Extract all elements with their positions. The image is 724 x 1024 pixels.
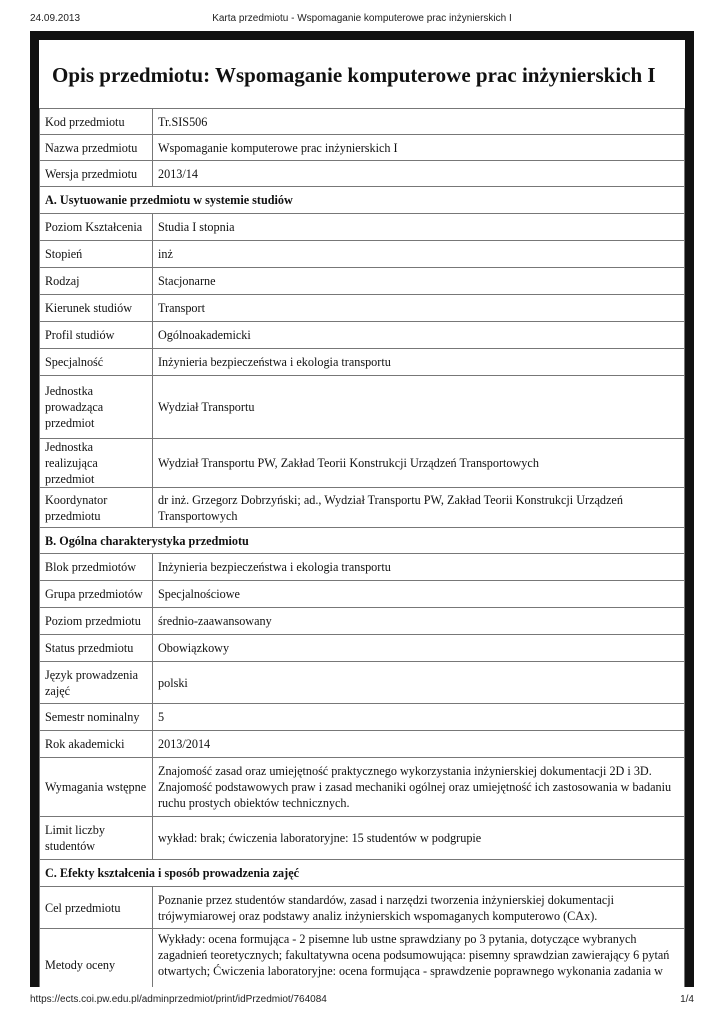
row-label: Kierunek studiów [40,295,153,322]
page-title: Opis przedmiotu: Wspomaganie komputerowe prac inżynierskich I [52,63,656,87]
row-label: Rok akademicki [40,731,153,758]
row-label: Wymagania wstępne [40,758,153,817]
row-value: Tr.SIS506 [153,109,685,135]
row-value: Znajomość zasad oraz umiejętność praktycznego wykorzystania inżynierskiej dokumentacji 2D i 3D. Znajomość podstawowych praw i zasad mechaniki ogólnej oraz umiejętność ich zastosowania w badaniu ruchu prostych obiektów technicznych. [153,758,685,817]
section-row [40,860,685,887]
table-row [40,268,685,295]
row-label: Język prowadzenia zajęć [40,662,153,704]
table-row [40,635,685,662]
print-date: 24.09.2013 [30,13,81,24]
row-label: Wersja przedmiotu [40,161,153,187]
row-label: Specjalność [40,349,153,376]
row-value: 2013/2014 [153,731,685,758]
row-label: Cel przedmiotu [40,887,153,929]
table-row [40,704,685,731]
row-value: dr inż. Grzegorz Dobrzyński; ad., Wydział Transportu PW, Zakład Teorii Konstrukcji Urządzeń Transportowych [153,488,685,528]
row-value: Wydział Transportu [153,376,685,439]
table-row [40,439,685,488]
row-value: Studia I stopnia [153,214,685,241]
row-label: Kod przedmiotu [40,109,153,135]
document-panel [39,40,685,987]
page-header [30,13,694,27]
table-row [40,376,685,439]
row-label: Metody oceny [40,929,153,988]
section-heading-c: C. Efekty kształcenia i sposób prowadzenia zajęć [40,860,685,887]
table-row [40,161,685,187]
row-label: Grupa przedmiotów [40,581,153,608]
row-label: Semestr nominalny [40,704,153,731]
print-title: Karta przedmiotu - Wspomaganie komputerowe prac inżynierskich I [212,13,512,24]
table-row [40,349,685,376]
print-url: https://ects.coi.pw.edu.pl/adminprzedmiot/print/idPrzedmiot/764084 [30,994,327,1005]
row-label: Jednostka realizująca przedmiot [40,439,153,488]
row-value: Wykłady: ocena formująca - 2 pisemne lub ustne sprawdziany po 3 pytania, dotyczące wybranych zagadnień teoretycznych; fakultatywna ocena podsumowująca: pisemny sprawdzian zawierający 6 pytań otwartych; Ćwiczenia laboratoryjne: ocena formująca - sprawdzenie poprawnego wykonania zadania w [153,929,685,988]
table-row [40,109,685,135]
row-value: Inżynieria bezpieczeństwa i ekologia transportu [153,349,685,376]
row-label: Status przedmiotu [40,635,153,662]
row-value: polski [153,662,685,704]
table-row [40,581,685,608]
row-value: Wydział Transportu PW, Zakład Teorii Konstrukcji Urządzeń Transportowych [153,439,685,488]
table-row [40,731,685,758]
table-row [40,662,685,704]
row-label: Poziom przedmiotu [40,608,153,635]
row-value: inż [153,241,685,268]
row-value: Ogólnoakademicki [153,322,685,349]
row-label: Blok przedmiotów [40,554,153,581]
section-heading-b: B. Ogólna charakterystyka przedmiotu [40,528,685,554]
table-row [40,135,685,161]
row-value: Specjalnościowe [153,581,685,608]
table-row [40,887,685,929]
course-details-table [39,108,685,987]
table-row [40,929,685,988]
table-row [40,554,685,581]
row-label: Nazwa przedmiotu [40,135,153,161]
row-value: 2013/14 [153,161,685,187]
table-row [40,608,685,635]
table-row [40,214,685,241]
row-label: Profil studiów [40,322,153,349]
row-label: Koordynator przedmiotu [40,488,153,528]
row-value: Poznanie przez studentów standardów, zasad i narzędzi tworzenia inżynierskiej dokumentacji trójwymiarowej oraz podstawy analiz inżynierskich wspomaganych komputerowo (CAx). [153,887,685,929]
row-value: Inżynieria bezpieczeństwa i ekologia transportu [153,554,685,581]
row-value: średnio-zaawansowany [153,608,685,635]
table-row [40,488,685,528]
row-label: Limit liczby studentów [40,817,153,860]
page-footer [30,994,694,1008]
row-label: Rodzaj [40,268,153,295]
table-row [40,758,685,817]
row-value: Transport [153,295,685,322]
row-label: Stopień [40,241,153,268]
section-heading-a: A. Usytuowanie przedmiotu w systemie studiów [40,187,685,214]
document-frame [30,31,694,987]
row-value: Stacjonarne [153,268,685,295]
row-value: Obowiązkowy [153,635,685,662]
row-value: 5 [153,704,685,731]
section-row [40,187,685,214]
table-row [40,817,685,860]
page-number: 1/4 [680,994,694,1005]
table-row [40,322,685,349]
row-label: Poziom Kształcenia [40,214,153,241]
section-row [40,528,685,554]
row-value: wykład: brak; ćwiczenia laboratoryjne: 15 studentów w podgrupie [153,817,685,860]
row-label: Jednostka prowadząca przedmiot [40,376,153,439]
table-row [40,295,685,322]
table-row [40,241,685,268]
row-value: Wspomaganie komputerowe prac inżynierskich I [153,135,685,161]
